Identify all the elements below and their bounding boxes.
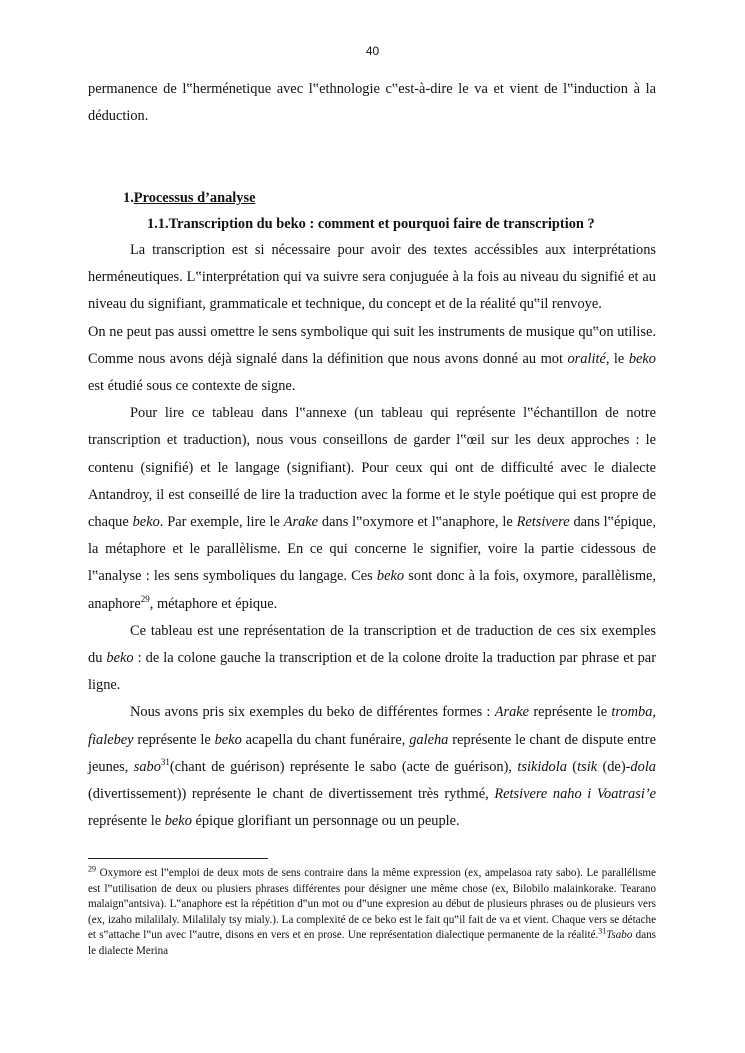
p5-text-e: représente le chant de dispute entre jeunes, [88,731,656,775]
p3-text-d: dans l‟épique, la métaphore et le parallèlisme. En ce qui concerne le signifier, voire la partie cidessous de l‟analyse : les sens symboliques du langage. Ces [88,514,657,585]
paragraph-2 [88,319,656,401]
footnote-tsabo: Tsabo [606,929,633,942]
footnote-number-31: 31 [598,926,607,936]
p2-text-c: est étudié sous ce contexte de signe. [88,378,296,395]
p3-text-a: Pour lire ce tableau dans l‟annexe (un tableau qui représente l‟échantillon de notre transcription et traduction), nous vous conseillons de garder l‟œil sur les deux approches : le contenu (signifié) et le langage (signifiant). Pour ceux qui ont de difficulté avec le dialecte Antandroy, il est conseillé de lire la traduction avec la forme et le style poétique qui est propre de chaque [88,405,656,531]
p5-text-f: (chant de guérison) représente le sabo (acte de guérison), [169,758,518,775]
p3-text-e: sont donc à la fois, oxymore, parallèlisme, anaphore [88,568,656,612]
p3-text-c: dans l‟oxymore et l‟anaphore, le [318,514,517,531]
p4-text-a: Ce tableau est une représentation de la transcription et de traduction de ces six exemples du [88,622,656,667]
subsection-heading: 1.1.Transcription du beko : comment et pourquoi faire de transcription ? [147,216,595,232]
p3-retsivere: Retsivere [516,514,570,531]
p5-beko-1: beko [214,731,242,748]
p5-galeha: galeha [409,731,449,748]
paragraph-5 [88,699,656,835]
intro-text: permanence de l‟herménetique avec l‟ethnologie c‟est-à-dire le va et vient de l‟induction à la déduction. [88,81,656,125]
p4-text-b: : de la colone gauche la transcription et de la colone droite la traduction par phrase et par ligne. [88,650,656,694]
footnote-separator [88,858,268,859]
p4-beko: beko [106,650,134,667]
p5-text-b: représente le [529,704,612,721]
p5-text-a: Nous avons pris six exemples du beko de différentes formes : [130,704,495,721]
section-title: Processus d’analyse [133,190,256,206]
paragraph-1: La transcription est si nécessaire pour avoir des textes accéssibles aux interprétations herméneutiques. L‟interprétation qui va suivre sera conjuguée à la fois au niveau du signifié et au niveau du signifiant, grammaticale et technique, du concept et de la réalité qu‟il renvoye. [88,242,656,313]
section-heading [88,185,656,212]
page-number: 40 [365,44,380,58]
p5-dola: dola [630,758,657,775]
p2-text-b: , le [605,350,629,367]
p5-text-c: représente le [133,731,215,748]
p5-tsik: tsik [577,758,598,775]
p3-text-b: . Par exemple, lire le [159,514,284,531]
p5-text-i: (divertissement)) représente le chant de divertissement très rythmé, [88,786,495,803]
p5-text-g: ( [566,758,578,775]
p5-text-h: (de)- [597,758,631,775]
p3-beko-1: beko [132,514,160,531]
p5-beko-2: beko [164,813,192,830]
paragraph-4 [88,618,656,700]
footnote-ref-31[interactable]: 31 [160,757,170,768]
p2-oralite: oralité [567,350,606,367]
p5-text-d: acapella du chant funéraire, [241,731,410,748]
p5-text-j: représente le [88,813,165,830]
p5-arake: Arake [494,704,530,721]
p5-tromba: tromba, fialebey [88,704,656,748]
paragraph-3 [88,400,656,618]
p3-beko-2: beko [376,568,405,585]
p2-beko: beko [628,350,656,367]
footnote-block [88,866,656,960]
section-number: 1. [123,190,134,206]
p5-text-k: épique glorifiant un personnage ou un peuple. [191,813,460,830]
footnote-text-31: dans le dialecte Merina [88,929,657,957]
footnote-ref-29[interactable]: 29 [140,593,150,604]
footnote-text-29: Oxymore est l‟emploi de deux mots de sens contraire dans la même expression (ex, ampelasoa raty sabo). Le parallélisme est l‟utilisation de deux ou plusiers phrases différentes pour désigner une même chose (ex, Bilobilo malainkorake. Tearano malaign‟antsiva). L‟anaphore est la répétition d‟un mot ou d‟une expresion au début de plusieurs phrases ou de plusieurs vers (ex, izaho milalilaly. Milalilaly tsy mialy.). La complexité de ce beko est le fait qu‟il fait de va et vient. Chaque vers se détache et s‟attache l‟un avec l‟autre, disons en vers et en prose. Une représentation dialectique permanente de la réalité. [88,867,656,942]
p5-sabo: sabo [133,758,161,775]
p5-retsivere: Retsivere naho i Voatrasi’e [494,786,657,803]
footnote-number-29: 29 [88,864,96,874]
p3-text-f: , métaphore et épique. [149,595,278,612]
p3-arake: Arake [283,514,319,531]
main-content [88,185,656,835]
intro-paragraph [88,76,656,130]
p5-tsikidola: tsikidola [517,758,567,775]
p2-text-a: On ne peut pas aussi omettre le sens symbolique qui suit les instruments de musique qu‟on utilise. Comme nous avons déjà signalé dans la définition que nous avons donné au mot [88,323,656,367]
